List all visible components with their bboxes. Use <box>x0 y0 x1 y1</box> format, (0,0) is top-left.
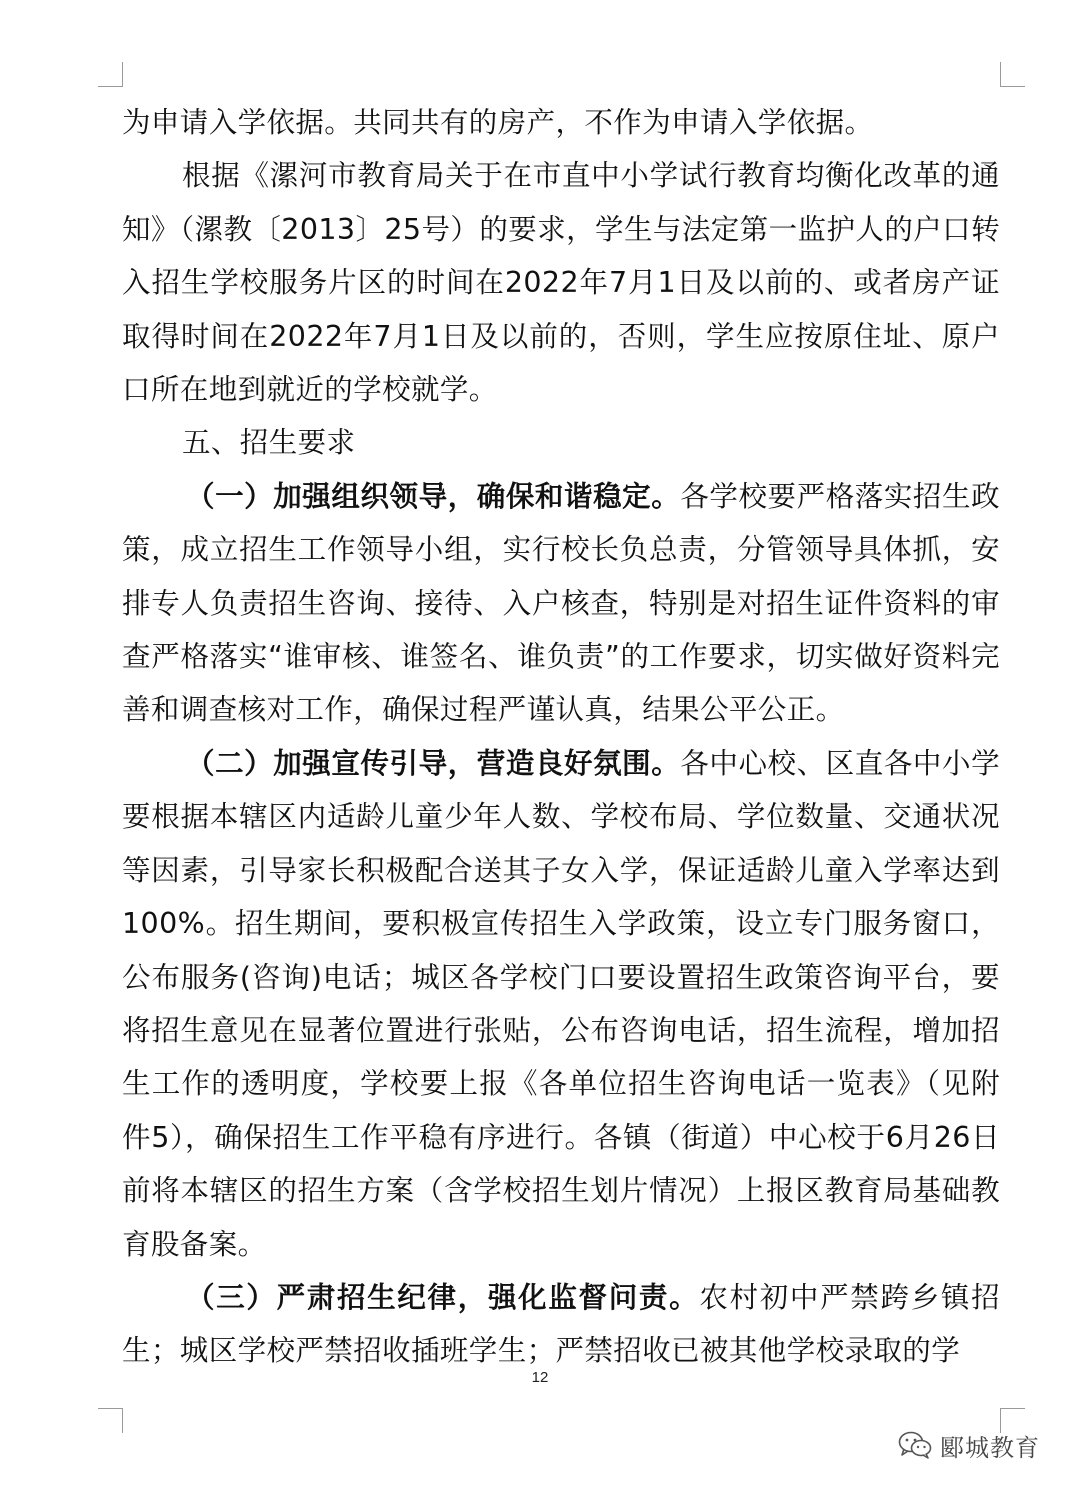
section-1-lead: （一）加强组织领导，确保和谐稳定。 <box>186 479 681 513</box>
page-corner-top-left <box>98 62 123 87</box>
page-corner-top-right <box>1000 62 1025 87</box>
wechat-icon <box>898 1430 932 1460</box>
page-number: 12 <box>531 1369 549 1386</box>
section-1-text: 各学校要严格落实招生政策，成立招生工作领导小组，实行校长负总责，分管领导具体抓，安排专人负责招生咨询、接待、入户核查，特别是对招生证件资料的审查严格落实“谁审核、谁签名、谁负责”的工作要求，切实做好资料完善和调查核对工作，确保过程严谨认真，结果公平公正。 <box>122 479 1000 727</box>
document-body <box>122 96 1000 1378</box>
section-3-text: 农村初中严禁跨乡镇招生；城区学校严禁招收插班学生；严禁招收已被其他学校录取的学 <box>122 1280 1000 1368</box>
paragraph-continuation: 为申请入学依据。共同共有的房产，不作为申请入学依据。 <box>122 106 874 139</box>
page-corner-bottom-left <box>98 1408 123 1433</box>
paragraph-enrollment-basis: 根据《漯河市教育局关于在市直中小学试行教育均衡化改革的通知》（漯教〔2013〕25号）的要求，学生与法定第一监护人的户口转入招生学校服务片区的时间在2022年7月1日及以前的、或者房产证取得时间在2022年7月1日及以前的，否则，学生应按原住址、原户口所在地到就近的学校就学。 <box>122 159 1000 407</box>
section-2-lead: （二）加强宣传引导，营造良好氛围。 <box>186 746 681 780</box>
section-3-lead: （三）严肃招生纪律，强化监督问责。 <box>186 1280 700 1314</box>
watermark-text: 郾城教育 <box>940 1433 1040 1462</box>
account-watermark <box>898 1425 1040 1465</box>
paragraph-section-2 <box>122 737 1000 1271</box>
section-heading: 五、招生要求 <box>182 426 356 460</box>
section-2-text: 各中心校、区直各中小学要根据本辖区内适龄儿童少年人数、学校布局、学位数量、交通状况等因素，引导家长积极配合送其子女入学，保证适龄儿童入学率达到100%。招生期间，要积极宣传招生入学政策，设立专门服务窗口，公布服务(咨询)电话；城区各学校门口要设置招生政策咨询平台，要将招生意见在显著位置进行张贴，公布咨询电话，招生流程，增加招生工作的透明度，学校要上报《各单位招生咨询电话一览表》（见附件5），确保招生工作平稳有序进行。各镇（街道）中心校于6月26日前将本辖区的招生方案（含学校招生划片情况）上报区教育局基础教育股备案。 <box>122 746 1000 1261</box>
paragraph-section-3 <box>122 1271 1000 1378</box>
paragraph-section-1 <box>122 470 1000 737</box>
